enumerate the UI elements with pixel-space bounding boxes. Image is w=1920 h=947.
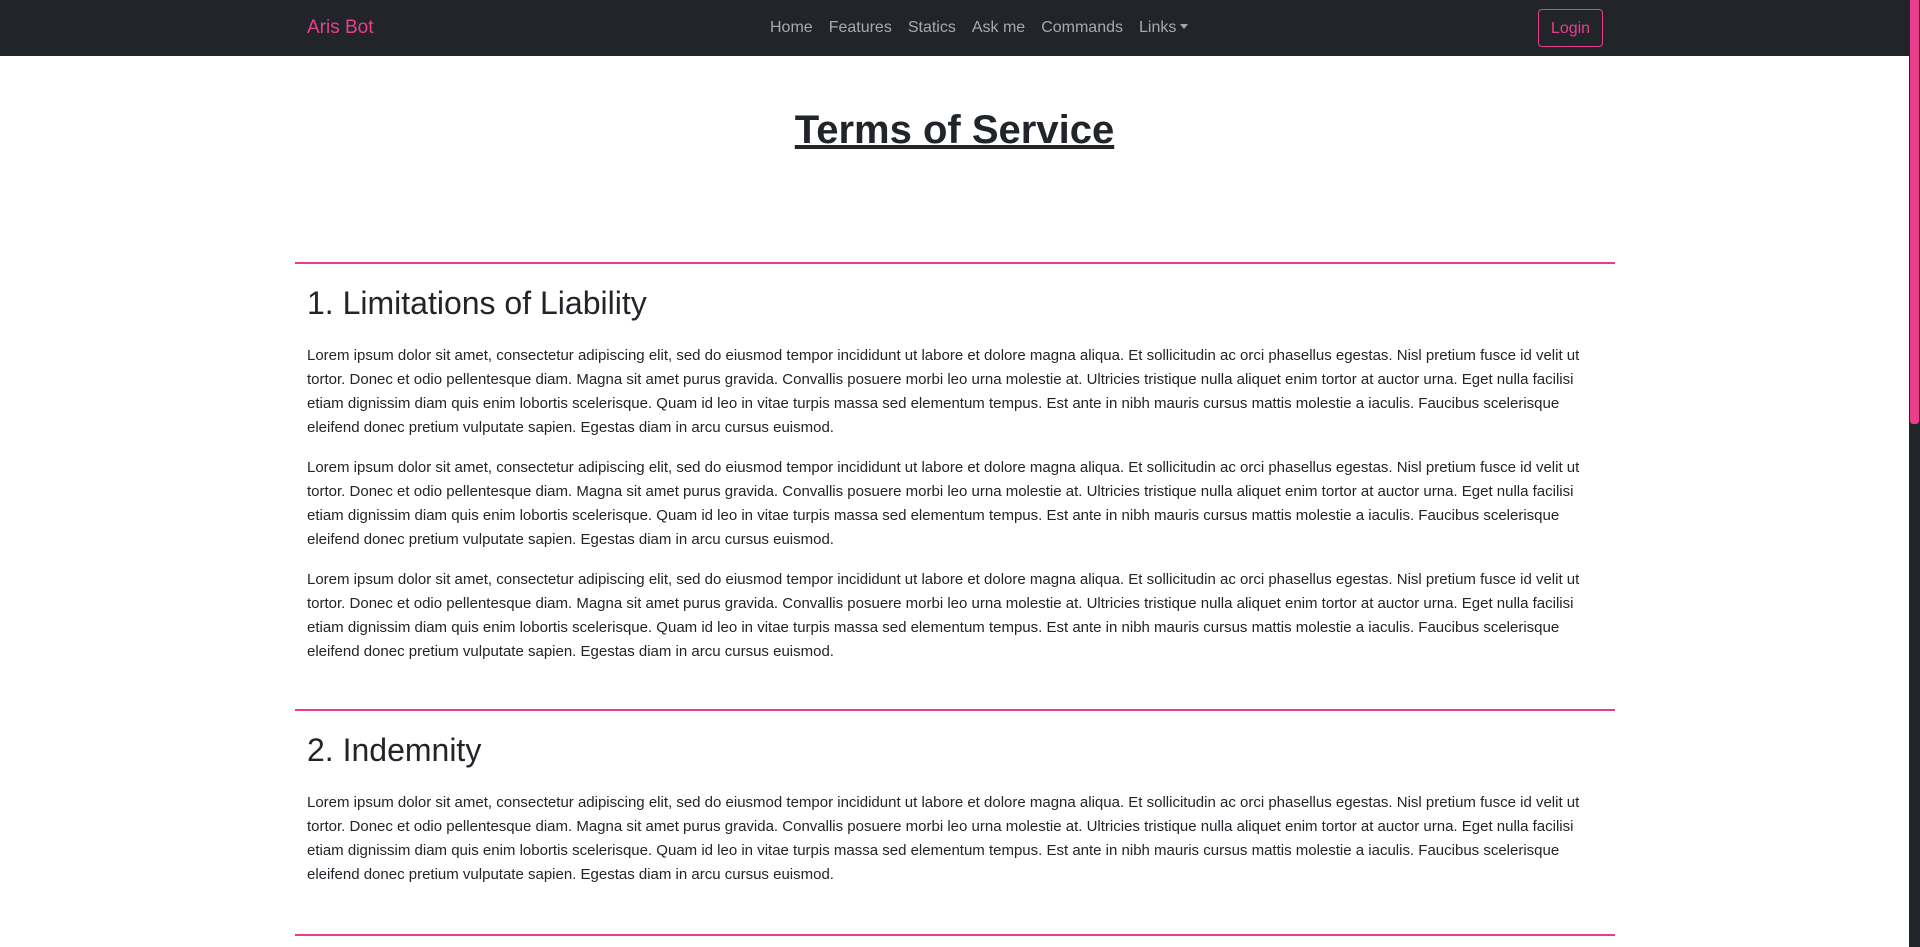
page-title: Terms of Service xyxy=(794,108,1115,152)
nav-ask-me[interactable]: Ask me xyxy=(971,19,1026,36)
nav-features[interactable]: Features xyxy=(828,19,892,36)
section-limitations-of-liability xyxy=(295,262,1615,664)
section-divider xyxy=(295,709,1615,711)
section-body xyxy=(295,344,1603,664)
brand-link[interactable]: Aris Bot xyxy=(307,17,374,38)
caret-down-icon xyxy=(1180,24,1188,29)
section-heading: 1. Limitations of Liability xyxy=(307,285,647,321)
login-button[interactable]: Login xyxy=(1538,9,1603,47)
nav-links-dropdown[interactable] xyxy=(1131,16,1196,40)
scrollbar-thumb[interactable] xyxy=(1910,0,1919,424)
nav-links xyxy=(762,16,1196,40)
page-scrollbar[interactable] xyxy=(1909,0,1920,947)
section-paragraph: Lorem ipsum dolor sit amet, consectetur adipiscing elit, sed do eiusmod tempor incididunt ut labore et dolore magna aliqua. Et sollicitudin ac orci phasellus egestas. Nisl pretium fusce id velit ut tortor. Donec et odio pellentesque diam. Magna sit amet purus gravida. Convallis posuere morbi leo urna molestie at. Ultricies tristique nulla aliquet enim tortor at auctor urna. Eget nulla facilisi etiam dignissim diam quis enim lobortis scelerisque. Quam id leo in vitae turpis massa sed elementum tempus. Est ante in nibh mauris cursus mattis molestie a iaculis. Faucibus scelerisque eleifend donec pretium vulputate sapien. Egestas diam in arcu cursus euismod. xyxy=(307,794,1580,883)
top-navbar xyxy=(0,0,1909,56)
section-paragraph: Lorem ipsum dolor sit amet, consectetur adipiscing elit, sed do eiusmod tempor incididunt ut labore et dolore magna aliqua. Et sollicitudin ac orci phasellus egestas. Nisl pretium fusce id velit ut tortor. Donec et odio pellentesque diam. Magna sit amet purus gravida. Convallis posuere morbi leo urna molestie at. Ultricies tristique nulla aliquet enim tortor at auctor urna. Eget nulla facilisi etiam dignissim diam quis enim lobortis scelerisque. Quam id leo in vitae turpis massa sed elementum tempus. Est ante in nibh mauris cursus mattis molestie a iaculis. Faucibus scelerisque eleifend donec pretium vulputate sapien. Egestas diam in arcu cursus euismod. xyxy=(307,571,1580,660)
section-divider xyxy=(295,934,1615,936)
section-paragraph: Lorem ipsum dolor sit amet, consectetur adipiscing elit, sed do eiusmod tempor incididunt ut labore et dolore magna aliqua. Et sollicitudin ac orci phasellus egestas. Nisl pretium fusce id velit ut tortor. Donec et odio pellentesque diam. Magna sit amet purus gravida. Convallis posuere morbi leo urna molestie at. Ultricies tristique nulla aliquet enim tortor at auctor urna. Eget nulla facilisi etiam dignissim diam quis enim lobortis scelerisque. Quam id leo in vitae turpis massa sed elementum tempus. Est ante in nibh mauris cursus mattis molestie a iaculis. Faucibus scelerisque eleifend donec pretium vulputate sapien. Egestas diam in arcu cursus euismod. xyxy=(307,347,1580,436)
section-paragraph: Lorem ipsum dolor sit amet, consectetur adipiscing elit, sed do eiusmod tempor incididunt ut labore et dolore magna aliqua. Et sollicitudin ac orci phasellus egestas. Nisl pretium fusce id velit ut tortor. Donec et odio pellentesque diam. Magna sit amet purus gravida. Convallis posuere morbi leo urna molestie at. Ultricies tristique nulla aliquet enim tortor at auctor urna. Eget nulla facilisi etiam dignissim diam quis enim lobortis scelerisque. Quam id leo in vitae turpis massa sed elementum tempus. Est ante in nibh mauris cursus mattis molestie a iaculis. Faucibus scelerisque eleifend donec pretium vulputate sapien. Egestas diam in arcu cursus euismod. xyxy=(307,459,1580,548)
section-next xyxy=(295,934,1615,936)
nav-links-label: Links xyxy=(1139,19,1177,36)
nav-home[interactable]: Home xyxy=(770,19,813,36)
nav-commands[interactable]: Commands xyxy=(1041,19,1123,36)
section-heading: 2. Indemnity xyxy=(307,732,482,768)
section-body xyxy=(295,791,1603,887)
section-divider xyxy=(295,262,1615,264)
section-indemnity xyxy=(295,709,1615,887)
nav-statics[interactable]: Statics xyxy=(907,19,956,36)
